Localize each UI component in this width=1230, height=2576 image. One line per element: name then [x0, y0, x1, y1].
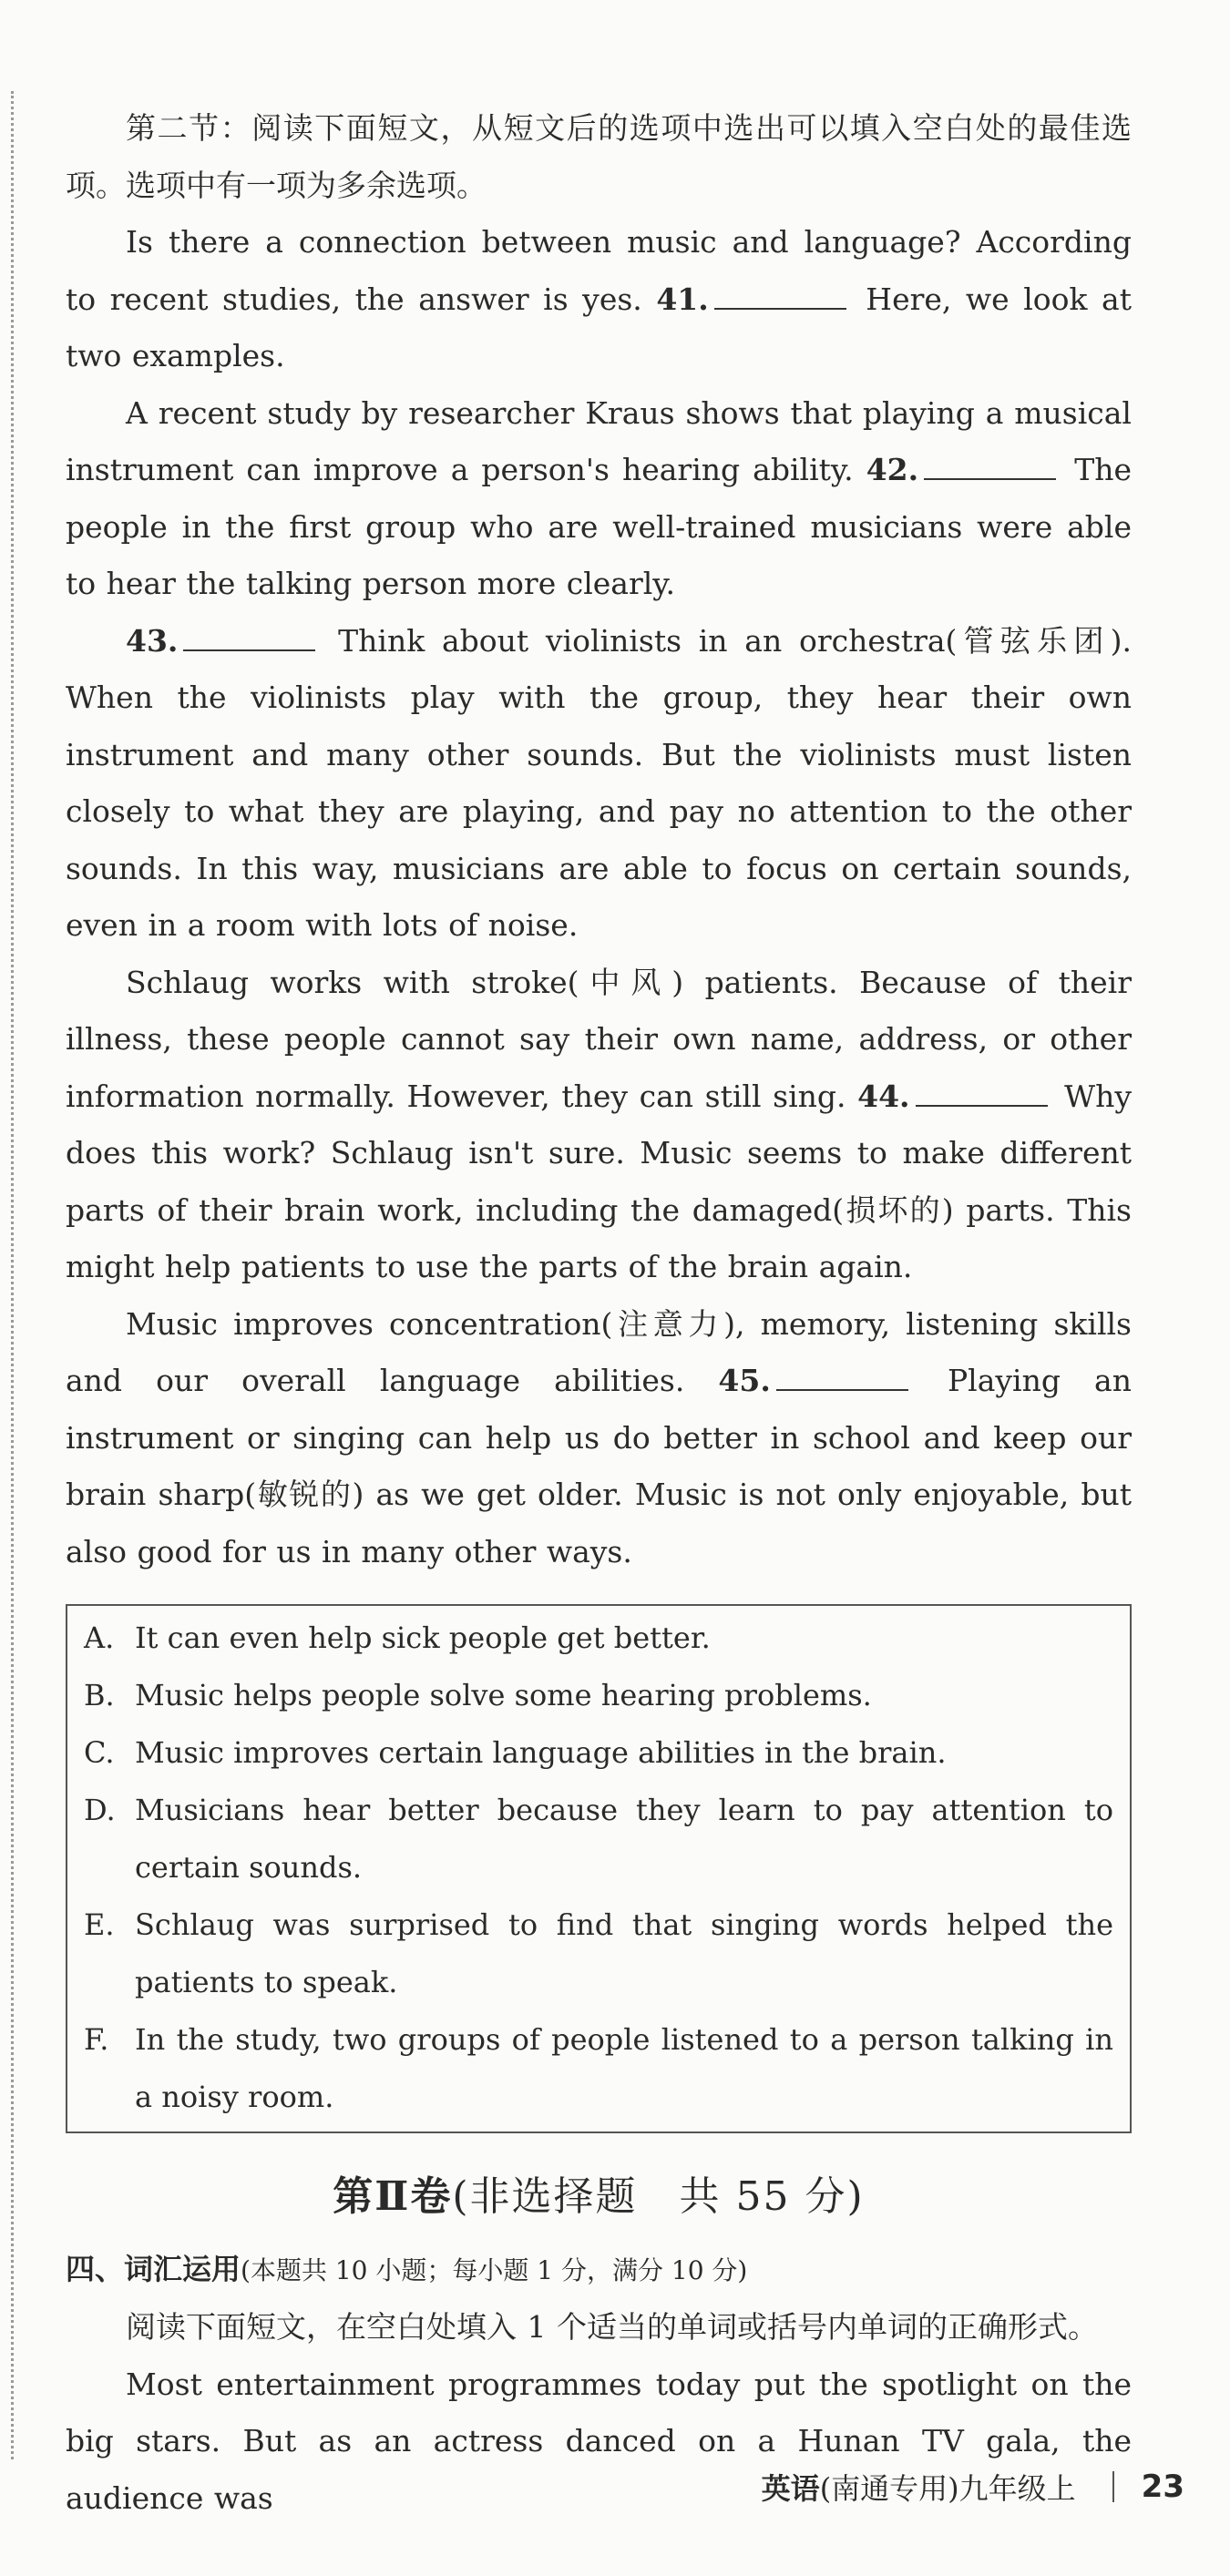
option-text: In the study, two groups of people listened to a person talking in a noisy room. — [135, 2022, 1113, 2114]
page-number: 23 — [1141, 2469, 1184, 2505]
option-letter: F. — [84, 2022, 109, 2057]
answer-blank-43[interactable] — [183, 626, 315, 651]
page-footer — [674, 2459, 1184, 2514]
option-letter: B. — [84, 1678, 115, 1712]
section-4-instruction: 阅读下面短文，在空白处填入 1 个适当的单词或括号内单词的正确形式。 — [126, 2309, 1098, 2345]
section-4-scoring-note: (本题共 10 小题；每小题 1 分，满分 10 分) — [241, 2255, 748, 2285]
p5-text-after: Playing an instrument or singing can help us do better in school and keep our brain sharp(敏锐的) as we get older. Music is not only enjoyable, but also good for us in many other ways. — [66, 1363, 1132, 1569]
options-box — [66, 1604, 1132, 2133]
passage-paragraph-3 — [66, 613, 1132, 955]
option-c — [84, 1724, 1113, 1782]
p4-text-after: Why does this work? Schlaug isn't sure. Music seems to make different parts of their brain work, including the damaged(损坏的) parts. This might help patients to use the parts of the brain again. — [66, 1078, 1132, 1284]
passage-paragraph-1 — [66, 214, 1132, 385]
option-f — [84, 2011, 1113, 2126]
option-letter: E. — [84, 1907, 115, 1942]
option-text: Schlaug was surprised to find that singing words helped the patients to speak. — [135, 1907, 1113, 1999]
footer-subject: 英语 — [761, 2471, 820, 2506]
section-4-label: 四、词汇运用 — [66, 2252, 241, 2286]
footer-edition: (南通专用)九年级上 — [819, 2471, 1076, 2506]
answer-blank-45[interactable] — [776, 1365, 908, 1391]
option-a — [84, 1610, 1113, 1667]
question-42-number: 42. — [866, 452, 919, 487]
p1-text-after: Here, we look at two examples. — [66, 281, 1132, 373]
question-45-number: 45. — [718, 1363, 771, 1398]
question-44-number: 44. — [857, 1078, 910, 1114]
answer-blank-42[interactable] — [924, 455, 1056, 480]
p2-text-before: A recent study by researcher Kraus shows that playing a musical instrument can improve a person's hearing ability. — [66, 394, 1132, 487]
option-text: Musicians hear better because they learn to pay attention to certain sounds. — [135, 1793, 1113, 1885]
option-text: Music helps people solve some hearing problems. — [135, 1678, 872, 1712]
option-text: It can even help sick people get better. — [135, 1620, 711, 1655]
passage-paragraph-5 — [66, 1296, 1132, 1581]
p4-text-before: Schlaug works with stroke(中风) patients. Because of their illness, these people cannot say their own name, address, or other information normally. However, they can still sing. — [66, 964, 1132, 1114]
option-d — [84, 1782, 1113, 1896]
p5-text-before: Music improves concentration(注意力), memory, listening skills and our overall language abilities. — [66, 1305, 1132, 1398]
passage-paragraph-4 — [66, 955, 1132, 1296]
answer-blank-44[interactable] — [916, 1081, 1048, 1107]
option-b — [84, 1667, 1113, 1724]
part-2-subtitle: (非选择题 共 55 分) — [452, 2173, 865, 2220]
p3-text-after: Think about violinists in an orchestra(管弦乐团). When the violinists play with the group, they hear their own instrument and many other sounds. But the violinists must listen closely to what they are playing, and pay no attention to the other sounds. In this way, musicians are able to focus on certain sounds, even in a room with lots of noise. — [66, 622, 1132, 943]
question-41-number: 41. — [656, 281, 709, 317]
footer-divider — [1112, 2471, 1114, 2502]
binding-margin-line — [11, 91, 14, 2459]
section-4-passage: Most entertainment programmes today put the spotlight on the big stars. But as an actress danced on a Hunan TV gala, the audience was — [66, 2366, 1132, 2516]
p2-text-after: The people in the first group who are well-trained musicians were able to hear the talking person more clearly. — [66, 452, 1132, 601]
section-4-heading — [66, 2241, 1132, 2299]
part-2-title — [66, 2161, 1132, 2234]
option-letter: C. — [84, 1735, 115, 1770]
question-43-number: 43. — [126, 622, 179, 659]
part-2-label: 第Ⅱ卷 — [333, 2173, 453, 2220]
passage-paragraph-2 — [66, 385, 1132, 613]
option-e — [84, 1896, 1113, 2011]
answer-blank-41[interactable] — [714, 284, 846, 310]
p1-text-before: Is there a connection between music and language? According to recent studies, the answer is yes. — [66, 224, 1132, 317]
page-content — [66, 100, 1132, 2527]
option-letter: A. — [84, 1620, 115, 1655]
option-letter: D. — [84, 1793, 116, 1827]
option-text: Music improves certain language abilities in the brain. — [135, 1735, 947, 1770]
section2-instruction: 第二节：阅读下面短文，从短文后的选项中选出可以填入空白处的最佳选项。选项中有一项为多余选项。 — [66, 110, 1132, 203]
